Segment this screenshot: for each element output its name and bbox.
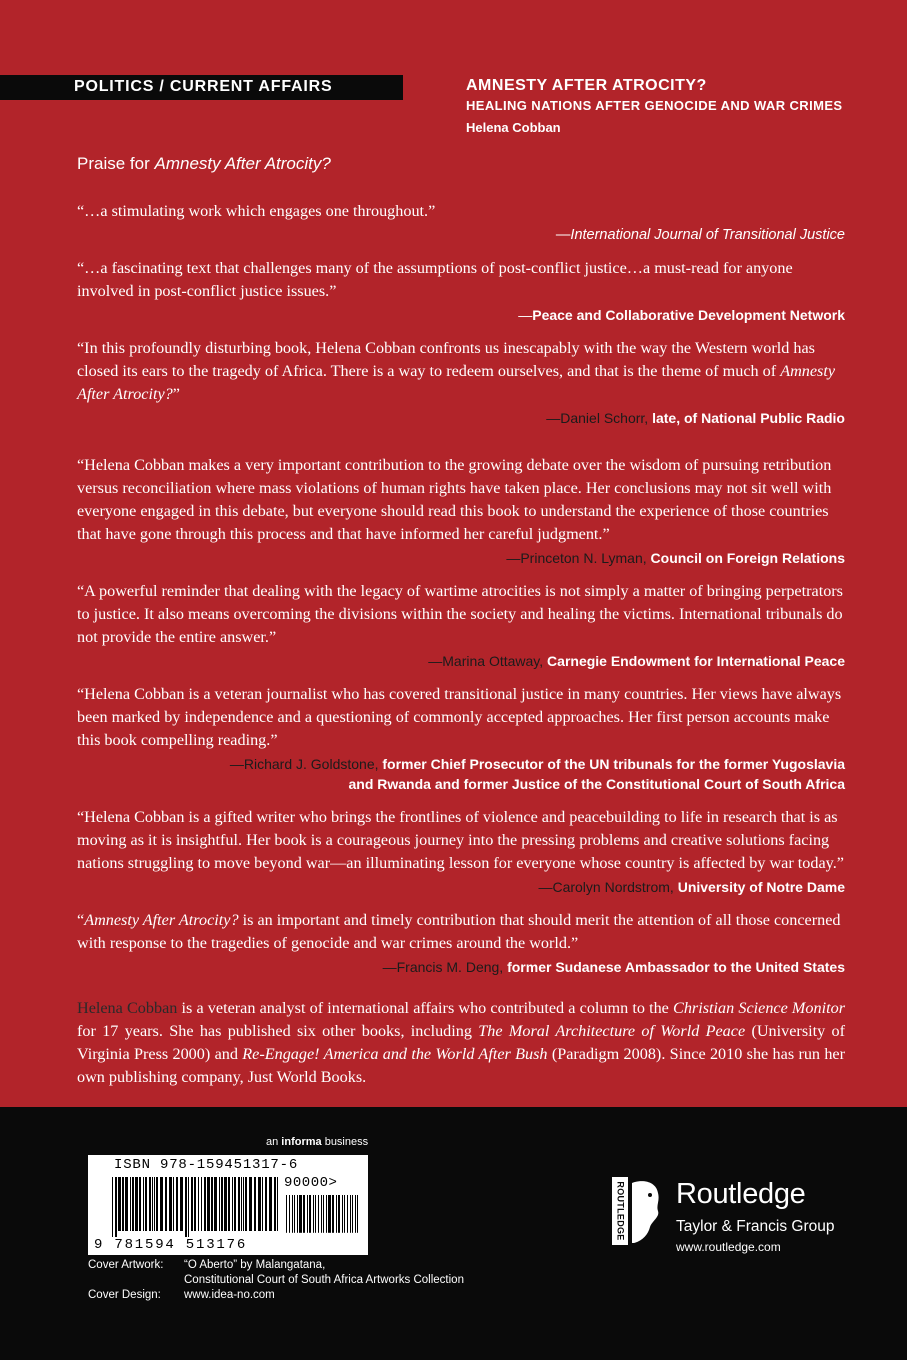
barcode-bar (130, 1177, 131, 1231)
barcode-bar (154, 1177, 155, 1231)
barcode-bar (243, 1177, 244, 1231)
attribution-name: —Princeton N. Lyman, (506, 550, 647, 566)
barcode-bar (232, 1177, 233, 1231)
quote-text: “…a fascinating text that challenges many of the assumptions of post-conflict justice…a must-read for anyone involved in post-conflict justice issues.” (77, 259, 793, 300)
barcode-bar (169, 1177, 172, 1231)
category-bar (0, 75, 403, 100)
barcode-bar (249, 1177, 252, 1231)
quote-text: “Helena Cobban is a veteran journalist who has covered transitional justice in many countries. Her views have always been marked by independence and a questioning of commonly accepted approaches. Her first person accounts make this book compelling reading.” (77, 685, 842, 749)
attribution-name: —Richard J. Goldstone, (229, 756, 379, 772)
barcode-bar (173, 1177, 174, 1231)
quote-text: “…a stimulating work which engages one throughout.” (77, 202, 436, 220)
barcode-bar (294, 1195, 295, 1233)
attribution-org: former Sudanese Ambassador to the United States (503, 959, 845, 975)
barcode-bar (332, 1195, 334, 1233)
price-addon: 90000> (284, 1175, 338, 1191)
addon-barcode-bars (286, 1195, 358, 1237)
quote-text: “Helena Cobban makes a very important contribution to the growing debate over the wisdom of pursuing retribution versus reconciliation where mass violations of human rights have taken place. Her conclusions may not sit well with everyone engaged in this debate, but everyone should read this book to understand the experience of those countries that have gone through this process and that have informed her careful judgment.” (77, 456, 832, 543)
barcode-bar (318, 1195, 319, 1233)
barcode-bar (315, 1195, 316, 1233)
barcode-bar (122, 1177, 124, 1231)
attribution-org: former Chief Prosecutor of the UN tribunals for the former Yugoslavia (378, 756, 845, 772)
barcode-bar (204, 1177, 206, 1231)
barcode-bar (352, 1195, 353, 1233)
barcode-bar (336, 1195, 337, 1233)
barcode-bar (118, 1177, 121, 1231)
barcode-bar (112, 1177, 113, 1237)
barcode-bar (262, 1177, 263, 1231)
barcode-bar (274, 1177, 276, 1231)
barcode-bar (125, 1177, 128, 1231)
barcode-bar (357, 1195, 358, 1233)
publisher-group: Taylor & Francis Group (676, 1218, 835, 1235)
barcode-bar (277, 1177, 278, 1231)
barcode-bar (214, 1177, 217, 1231)
quote-attribution (77, 877, 845, 897)
quote-text: “A powerful reminder that dealing with the legacy of wartime atrocities is not simply a matter of bringing perpetrators to justice. It also means overcoming the divisions within the society and healing the victims. International tribunals do not provide the entire answer.” (77, 582, 843, 646)
barcode-bar (180, 1177, 183, 1231)
quote-attribution (77, 225, 845, 245)
barcode-bar (115, 1177, 117, 1237)
quotes-section (77, 200, 845, 977)
barcode-bar (307, 1195, 308, 1233)
barcode-bar (299, 1195, 302, 1233)
informa-tagline: an informa business (266, 1136, 369, 1148)
barcode-bar (132, 1177, 134, 1231)
praise-prefix: Praise for (77, 154, 155, 173)
attribution-dash: — (518, 307, 533, 323)
quote-block (77, 580, 845, 671)
barcode-bar (156, 1177, 158, 1231)
attribution-org: International Journal of Transitional Justice (570, 227, 845, 243)
barcode-bar (152, 1177, 153, 1231)
attribution-org: Peace and Collaborative Development Network (532, 307, 845, 323)
barcode-bar (135, 1177, 138, 1231)
ean-digits: 9 781594 513176 (94, 1237, 248, 1253)
attribution-dash: — (555, 227, 571, 243)
barcode-bar (221, 1177, 223, 1231)
quote-attribution (77, 305, 845, 325)
barcode-bar (176, 1177, 178, 1231)
attribution-org: University of Notre Dame (673, 879, 845, 895)
barcode-bar (350, 1195, 351, 1233)
quote-text: “In this profoundly disturbing book, Helena Cobban confronts us inescapably with the way the Western world has closed its ears to the tragedy of Africa. There is a way to redeem ourselves, and that is the theme of much of Amnesty After Atrocity?” (77, 339, 836, 403)
category-label: POLITICS / CURRENT AFFAIRS (74, 78, 333, 95)
barcode-bar (228, 1177, 230, 1231)
svg-text:ROUTLEDGE: ROUTLEDGE (615, 1181, 626, 1241)
author-bio: Helena Cobban is a veteran analyst of international affairs who contributed a column to the Christian Science Monitor for 17 years. She has published six other books, including The Moral Architecture of World Peace (University of Virginia Press 2000) and Re-Engage! America and the World After Bush (Paradigm 2008). Since 2010 she has run her own publishing company, Just World Books. (77, 999, 846, 1086)
isbn-barcode (88, 1155, 368, 1255)
isbn-number: ISBN 978-159451317-6 (114, 1157, 299, 1173)
barcode-bar (241, 1177, 242, 1231)
barcode-bar (198, 1177, 199, 1231)
book-author: Helena Cobban (466, 120, 561, 135)
barcode-bar (338, 1195, 340, 1233)
barcode-bar (347, 1195, 348, 1233)
barcode-bar (309, 1195, 311, 1233)
barcode-bar (342, 1195, 343, 1233)
barcode-bars (112, 1177, 280, 1237)
barcode-bar (219, 1177, 220, 1231)
attribution-name: —Marina Ottaway, (428, 653, 544, 669)
barcode-bar (328, 1195, 331, 1233)
publisher-url: www.routledge.com (676, 1240, 781, 1254)
barcode-bar (194, 1177, 196, 1231)
quote-text: “Amnesty After Atrocity? is an important and timely contribution that should merit the attention of all those concerned with response to the tragedies of genocide and war crimes around the world.” (77, 911, 841, 952)
barcode-bar (289, 1195, 290, 1233)
barcode-bar (254, 1177, 256, 1231)
book-subtitle: HEALING NATIONS AFTER GENOCIDE AND WAR CRIMES (466, 98, 843, 113)
quote-attribution (77, 754, 845, 794)
praise-title: Amnesty After Atrocity? (154, 154, 331, 173)
barcode-bar (201, 1177, 202, 1231)
barcode-bar (297, 1195, 298, 1233)
quote-block (77, 337, 845, 428)
quote-block (77, 257, 845, 325)
barcode-bar (245, 1177, 247, 1231)
barcode-bar (323, 1195, 324, 1233)
quote-attribution (77, 651, 845, 671)
quote-block (77, 200, 845, 245)
attribution-org-line2: and Rwanda and former Justice of the Constitutional Court of South Africa (348, 776, 845, 792)
quote-attribution (77, 548, 845, 568)
barcode-bar (265, 1177, 267, 1231)
barcode-bar (321, 1195, 322, 1233)
quote-text: “Helena Cobban is a gifted writer who brings the frontlines of violence and peacebuilding to life in research that is as moving as it is insightful. Her book is a courageous journey into the pressing problems and creative solutions facing nations struggling to move beyond war—an illuminating lesson for everyone whose country is affected by war today.” (77, 808, 844, 872)
attribution-org: Council on Foreign Relations (646, 550, 845, 566)
barcode-bar (303, 1195, 305, 1233)
attribution-name: —Carolyn Nordstrom, (538, 879, 674, 895)
barcode-bar (143, 1177, 144, 1231)
barcode-bar (313, 1195, 314, 1233)
barcode-bar (258, 1177, 261, 1231)
barcode-bar (207, 1177, 210, 1231)
attribution-name: —Francis M. Deng, (382, 959, 504, 975)
barcode-bar (149, 1177, 151, 1231)
barcode-bar (139, 1177, 141, 1231)
quote-block (77, 454, 845, 568)
barcode-bar (344, 1195, 345, 1233)
book-title: AMNESTY AFTER ATROCITY? (466, 77, 707, 94)
bio-author-name: Helena Cobban (77, 999, 178, 1017)
barcode-bar (145, 1177, 147, 1231)
attribution-name: —Daniel Schorr, (546, 410, 649, 426)
praise-heading (77, 154, 331, 174)
barcode-bar (160, 1177, 163, 1231)
quote-block (77, 909, 845, 977)
barcode-bar (234, 1177, 236, 1231)
barcode-bar (292, 1195, 293, 1233)
barcode-bar (286, 1195, 287, 1233)
barcode-bar (355, 1195, 356, 1233)
quote-attribution (77, 957, 845, 977)
barcode-bar (165, 1177, 167, 1231)
barcode-bar (224, 1177, 227, 1231)
quote-block (77, 683, 845, 794)
attribution-org: late, of National Public Radio (648, 410, 845, 426)
barcode-bar (185, 1177, 187, 1237)
quote-block (77, 806, 845, 897)
routledge-logo-icon (612, 1177, 666, 1245)
quote-attribution (77, 408, 845, 428)
barcode-bar (188, 1177, 189, 1237)
barcode-bar (191, 1177, 193, 1231)
barcode-bar (269, 1177, 272, 1231)
barcode-bar (238, 1177, 240, 1231)
barcode-bar (326, 1195, 327, 1233)
publisher-name: Routledge (676, 1178, 806, 1210)
barcode-bar (211, 1177, 213, 1231)
attribution-org: Carnegie Endowment for International Peace (543, 653, 845, 669)
